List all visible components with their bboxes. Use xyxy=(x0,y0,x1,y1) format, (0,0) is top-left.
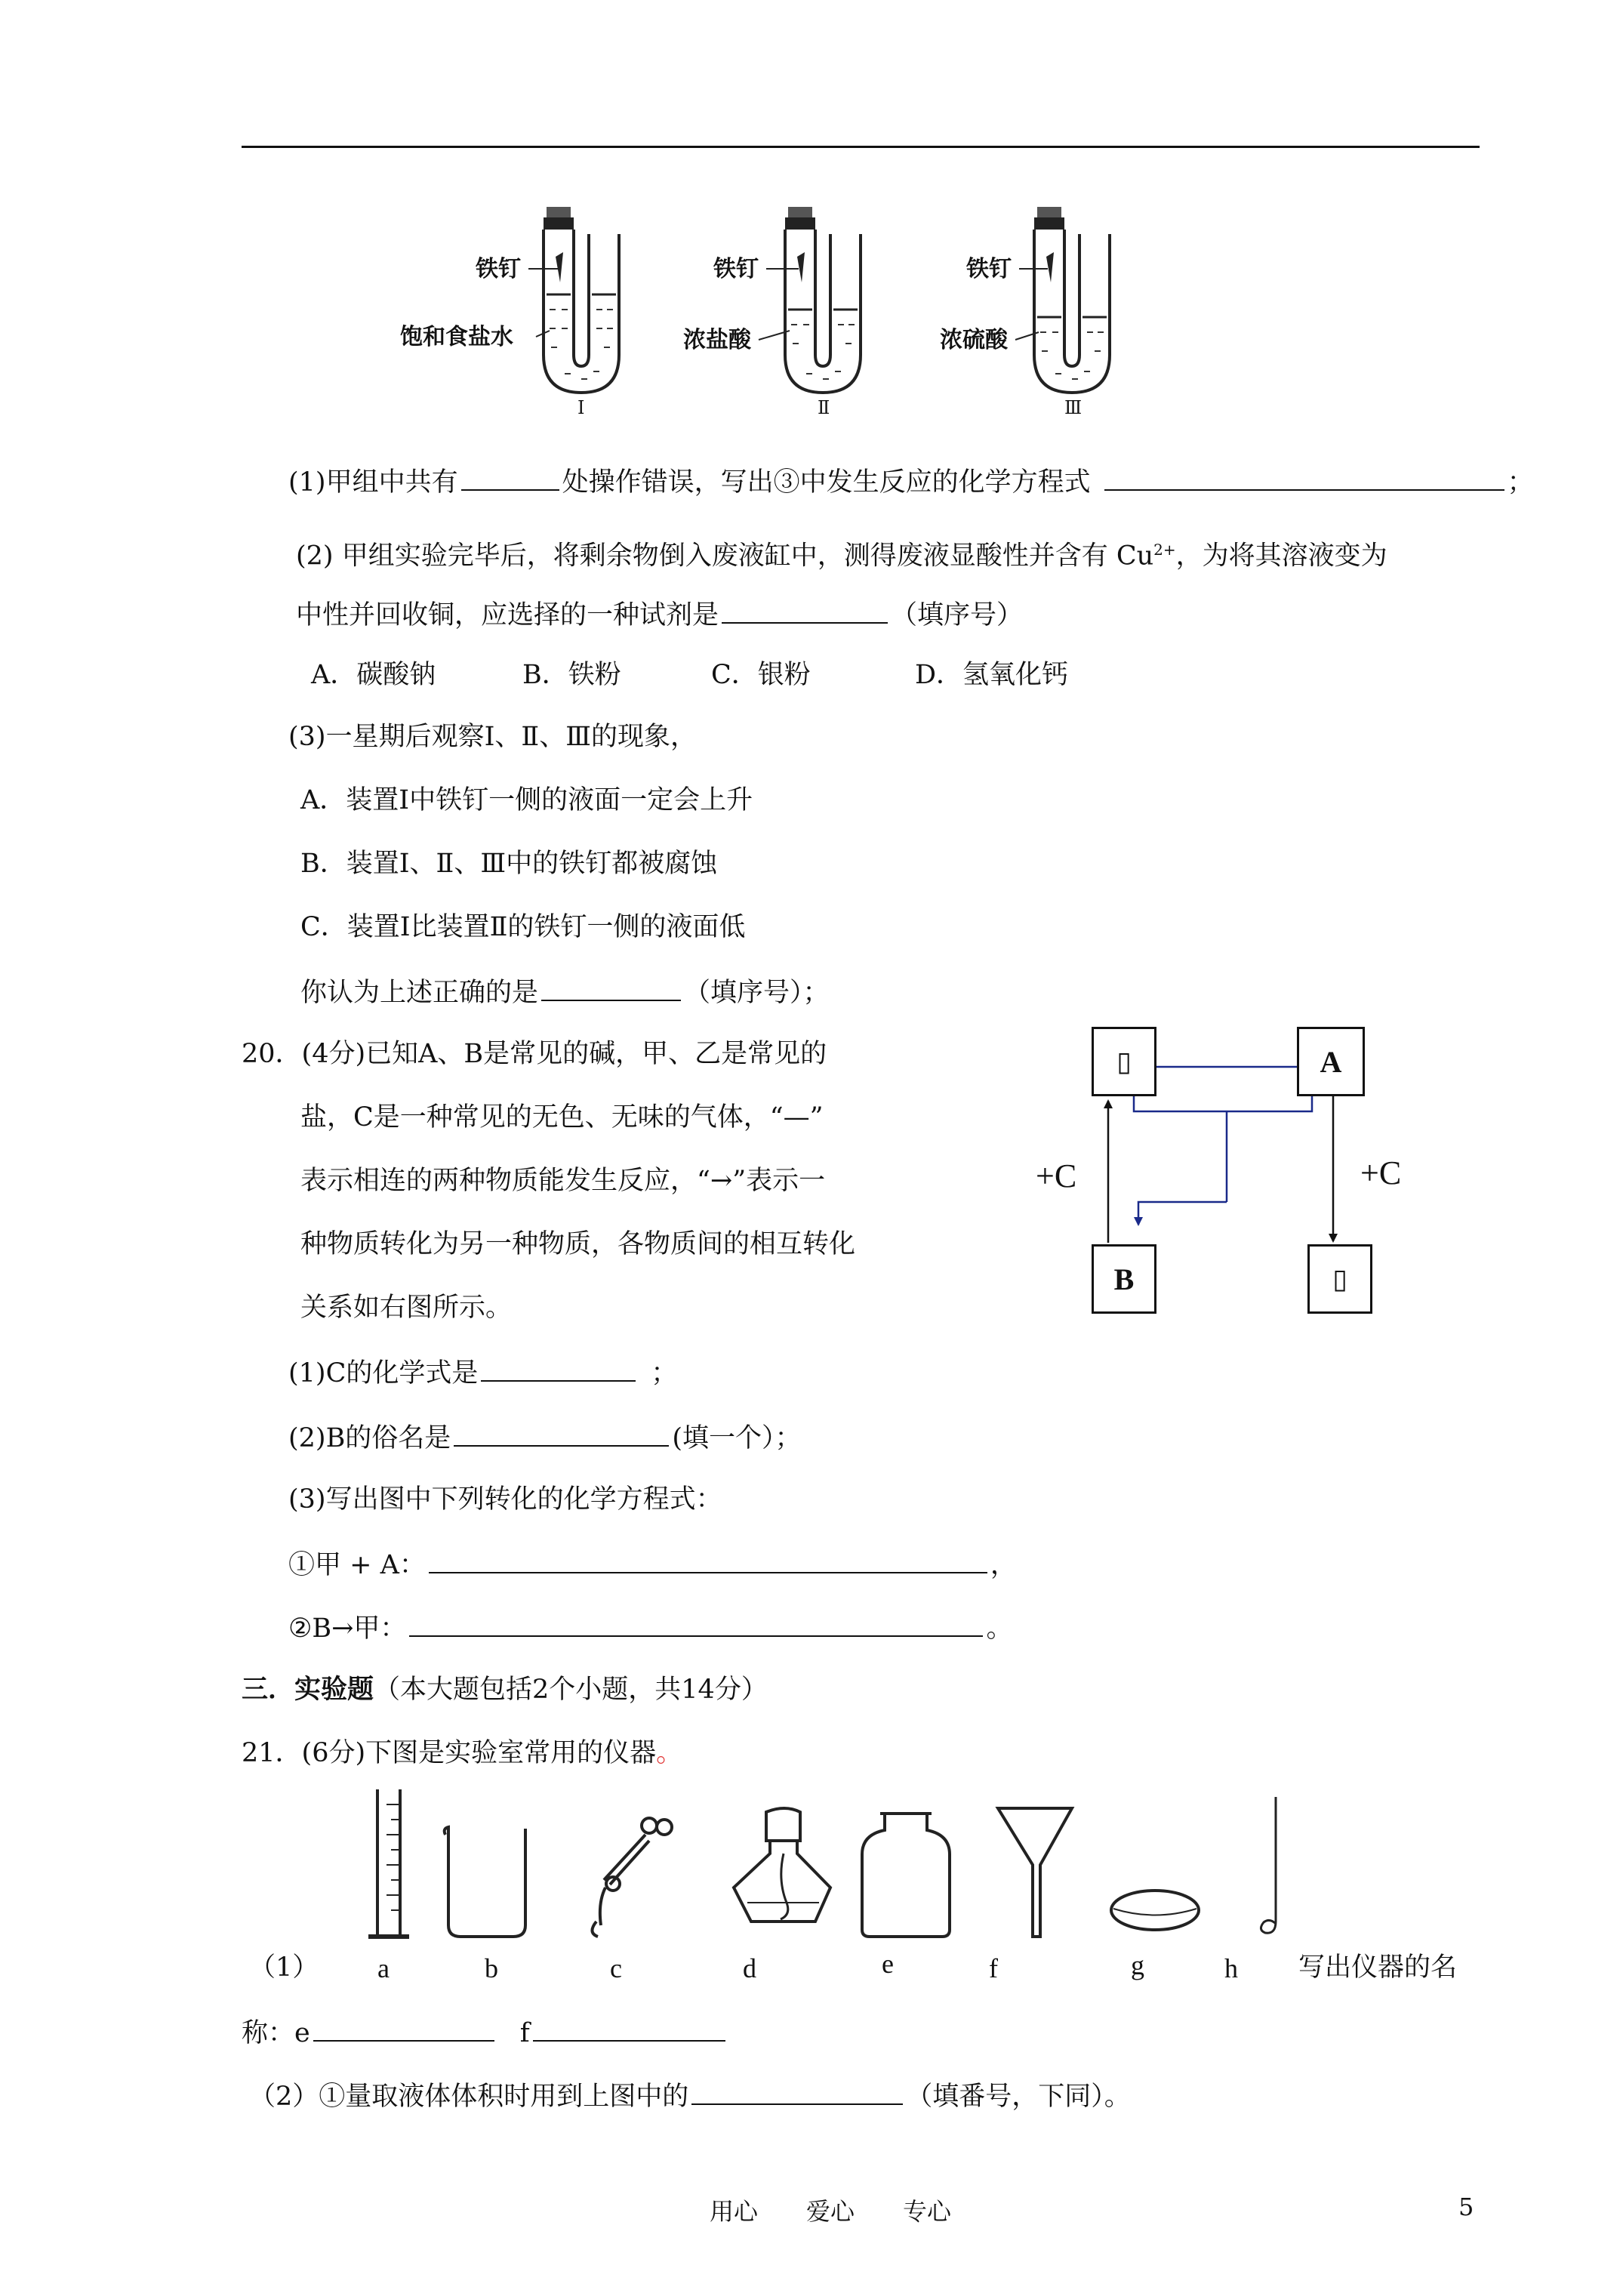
q19-part3-a: A．装置Ⅰ中铁钉一侧的液面一定会上升 xyxy=(300,785,753,815)
relation-diagram xyxy=(1036,1027,1404,1329)
q19-part2-options: A．碳酸钠 B．铁粉 C．银粉 D．氢氧化钙 xyxy=(311,660,1069,690)
q21-p1-prefix: （1） xyxy=(249,1952,319,1983)
instruments-figure xyxy=(347,1782,1298,1955)
section3-heading: 三．实验题（本大题包括2个小题，共14分） xyxy=(242,1674,768,1705)
utube-figure xyxy=(400,204,1117,438)
label-hcl: 浓盐酸 xyxy=(683,327,751,353)
label-plus-c-left: +C xyxy=(1036,1157,1077,1194)
instrument-letter-b: b xyxy=(485,1953,498,1983)
q19-part3-intro: (3)一星期后观察Ⅰ、Ⅱ、Ⅲ的现象， xyxy=(288,722,697,752)
instrument-c-tongs xyxy=(592,1818,672,1937)
q20-e1: ①甲 + A： ， xyxy=(288,1546,1017,1582)
blank-eq-jia-a[interactable] xyxy=(429,1546,987,1573)
label-h2so4: 浓硫酸 xyxy=(940,327,1008,353)
instrument-letter-h: h xyxy=(1224,1953,1238,1983)
instrument-g-dish xyxy=(1111,1891,1199,1930)
q19-part1: (1)甲组中共有 处操作错误，写出③中发生反应的化学方程式 ； xyxy=(288,464,1534,499)
footer-center: 用心 爱心 专心 xyxy=(710,2197,952,2226)
utube-3 xyxy=(1034,207,1110,393)
box-top-right: A xyxy=(1297,1027,1365,1096)
label-nail-1: 铁钉 xyxy=(476,256,521,282)
q20-line-5: 关系如右图所示。 xyxy=(300,1293,513,1323)
instrument-e-bottle xyxy=(862,1814,950,1937)
q21-p2: （2）①量取液体体积时用到上图中的 （填番号，下同）。 xyxy=(249,2078,1131,2113)
label-plus-c-right: +C xyxy=(1360,1154,1402,1191)
blank-equation-3[interactable] xyxy=(1104,464,1504,491)
instrument-letter-c: c xyxy=(610,1953,622,1983)
blank-b-common-name[interactable] xyxy=(454,1419,669,1447)
blank-error-count[interactable] xyxy=(461,464,559,491)
q19-part2-line1: (2) 甲组实验完毕后，将剩余物倒入废液缸中，测得废液显酸性并含有 $Cu^{2+}$，为将其溶液变为 xyxy=(296,541,1387,572)
instrument-h-rod xyxy=(1261,1797,1276,1933)
header-rule xyxy=(242,146,1480,148)
q20-s1: (1)C的化学式是 ； xyxy=(288,1354,677,1390)
instrument-letter-f: f xyxy=(989,1953,998,1983)
q19-part3-ask: 你认为上述正确的是 （填序号）； xyxy=(300,974,830,1009)
page-number: 5 xyxy=(1458,2193,1474,2221)
label-nail-3: 铁钉 xyxy=(966,256,1012,282)
q19-part3-c: C．装置Ⅰ比装置Ⅱ的铁钉一侧的液面低 xyxy=(300,912,746,942)
utube-2 xyxy=(785,207,861,393)
numeral-3: Ⅲ xyxy=(1064,397,1083,418)
label-brine: 饱和食盐水 xyxy=(400,324,513,350)
utube-1 xyxy=(544,207,619,393)
q21-p1-line2: 称：e f xyxy=(242,2014,728,2050)
instrument-letter-e: e xyxy=(882,1949,894,1979)
q21-p1-tail: 写出仪器的名 xyxy=(1298,1952,1458,1983)
q20-line-3: 表示相连的两种物质能发生反应，“→”表示一 xyxy=(300,1166,826,1196)
instrument-letter-g: g xyxy=(1131,1950,1144,1980)
q20-s3: (3)写出图中下列转化的化学方程式： xyxy=(288,1484,722,1515)
blank-name-f[interactable] xyxy=(533,2014,725,2042)
box-top-left: ▯ xyxy=(1092,1027,1156,1096)
label-nail-2: 铁钉 xyxy=(713,256,759,282)
blank-correct-choice[interactable] xyxy=(541,974,681,1001)
numeral-2: Ⅱ xyxy=(818,397,830,418)
numeral-1: Ⅰ xyxy=(577,397,585,418)
instrument-d-lamp xyxy=(734,1808,830,1922)
q20-line-4: 种物质转化为另一种物质，各物质间的相互转化 xyxy=(300,1229,856,1259)
q20-line-2: 盐，C是一种常见的无色、无味的气体，“—” xyxy=(300,1102,824,1133)
blank-eq-b-jia[interactable] xyxy=(409,1610,983,1637)
q19-part2-line2: 中性并回收铜，应选择的一种试剂是 （填序号） xyxy=(296,596,1023,632)
box-bottom-right: ▯ xyxy=(1307,1244,1372,1314)
blank-name-e[interactable] xyxy=(313,2014,494,2042)
blank-measure-volume[interactable] xyxy=(691,2078,903,2105)
q19-part3-b: B．装置Ⅰ、Ⅱ、Ⅲ中的铁钉都被腐蚀 xyxy=(300,849,718,879)
q20-e2: ②B→甲： 。 xyxy=(288,1610,1012,1645)
blank-c-formula[interactable] xyxy=(481,1354,636,1382)
q20-line-1: 20．(4分)已知A、B是常见的碱，甲、乙是常见的 xyxy=(242,1039,827,1069)
blank-reagent[interactable] xyxy=(722,596,888,624)
q20-s2: (2)B的俗名是 (填一个）； xyxy=(288,1419,801,1455)
instrument-letter-a: a xyxy=(377,1953,390,1983)
box-bottom-left: B xyxy=(1092,1244,1156,1314)
instrument-letter-d: d xyxy=(743,1953,756,1983)
instrument-a-cylinder xyxy=(368,1789,409,1937)
q21-title: 21．(6分)下图是实验室常用的仪器。 xyxy=(242,1738,683,1768)
instrument-f-funnel xyxy=(998,1808,1072,1937)
instrument-b-beaker xyxy=(445,1827,525,1937)
